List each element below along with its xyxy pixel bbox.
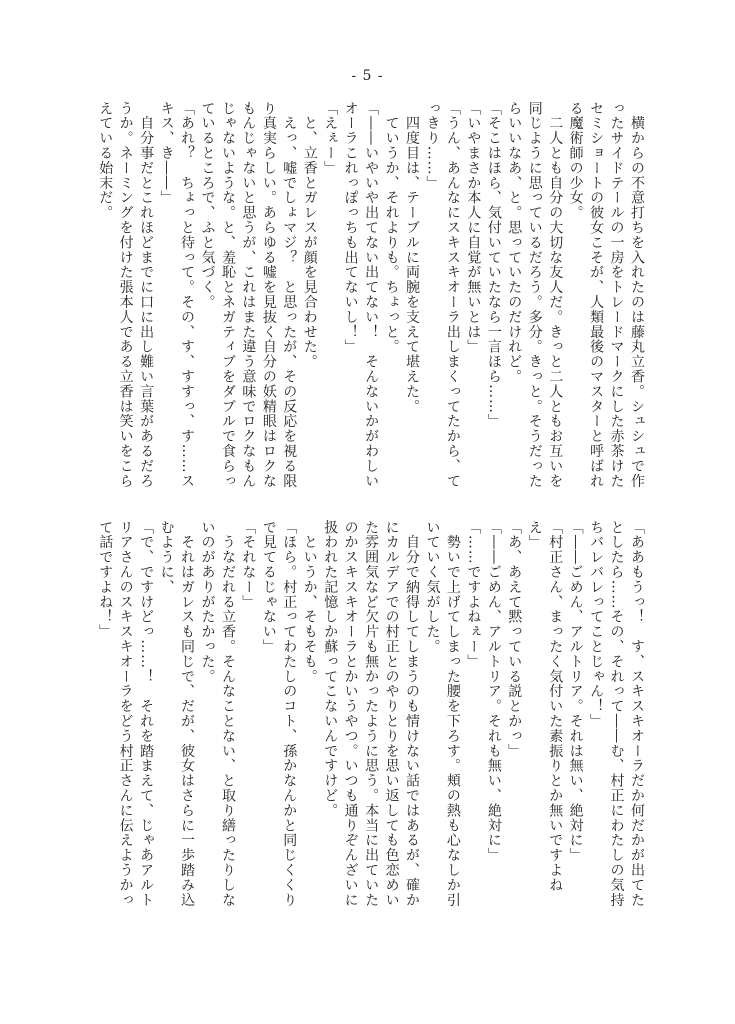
text-line: 「村正さん、まったく気付いた素振りとか無いですよね xyxy=(547,520,564,893)
text-line: 四度目は、テーブルに両腕を支えて堪えた。 xyxy=(404,101,421,414)
text-line: ちバレバレってことじゃん！」 xyxy=(588,520,605,729)
text-line: うか。ネーミングを付けた張本人である立香は笑いをこら xyxy=(117,101,134,489)
text-line: 「――ごめん、アルトリア。それは無い、絶対に」 xyxy=(567,520,584,863)
text-line: 「ああもうっ！ す、スキスキオーラだか何だかが出てた xyxy=(629,520,645,908)
text-block-bottom xyxy=(94,520,647,920)
text-line: セミショートの彼女こそが、人類最後のマスターと呼ばれ xyxy=(588,101,605,489)
text-line: いのがありがたかった。 xyxy=(199,520,216,684)
text-line: 「――いやいや出てない出てない！ そんないかがわしい xyxy=(363,101,380,489)
text-line: 横からの不意打ちを入れたのは藤丸立香。シュシュで作 xyxy=(629,101,645,489)
text-line: 二人とも自分の大切な友人だ。きっと二人ともお互いを xyxy=(547,101,564,489)
text-line: 同じように思っているだろう。多分。きっと。そうだった xyxy=(526,101,543,489)
text-line: 「うん、あんなにスキスキオーラ出しまくってたから、て xyxy=(444,101,461,489)
text-line: 「――ごめん、アルトリア。それも無い、絶対に」 xyxy=(485,520,502,863)
text-line: らいいなあ、と。思っていたのだけれど。 xyxy=(506,101,523,385)
text-line: としたら……その、それって――む、村正にわたしの気持 xyxy=(608,520,625,908)
text-line: 「で、ですけどっ……！ それを踏まえて、じゃあアルト xyxy=(138,520,155,908)
text-line: いていく気がした。 xyxy=(424,520,441,655)
text-line: 「あれ？ ちょっと待って。その、す、すすっ、す……ス xyxy=(179,101,196,489)
text-line: 「いやまさか本人に自覚が無いとは」 xyxy=(465,101,482,355)
text-line: オーラこれっぽっちも出てないし！」 xyxy=(342,101,359,355)
text-line: 「それなー」 xyxy=(240,520,257,610)
text-line: えている始末だ。 xyxy=(97,101,114,221)
text-line: キス、き――」 xyxy=(158,101,175,206)
text-line: 自分事だとこれほどまでに口に出し難い言葉があるだろ xyxy=(138,101,155,489)
text-line: っきり……」 xyxy=(424,101,441,191)
page-number: - 5 - xyxy=(351,68,384,84)
text-line: た雰囲気など欠片も無かったように思う。本当に出ていた xyxy=(363,520,380,908)
text-line: え」 xyxy=(526,520,543,550)
text-line: 「えぇー」 xyxy=(322,101,339,176)
text-line: る魔術師の少女。 xyxy=(567,101,584,221)
text-line: にカルデアでの村正とのやりとりを思い返しても色恋めい xyxy=(383,520,400,908)
text-line: もんじゃないと思うが、これはまた違う意味でロクなもん xyxy=(240,101,257,489)
text-line: じゃないような。と、羞恥とネガティブをダブルで食らっ xyxy=(219,101,236,489)
text-line: て話ですよね！」 xyxy=(97,520,114,640)
text-line: 「あ、あえて黙っている説とかっ」 xyxy=(506,520,523,759)
text-line: 自分で納得してしまうのも情けない話ではあるが、確か xyxy=(404,520,421,908)
text-line: 「そこはほら、気付いていたなら一言ほら……」 xyxy=(485,101,502,429)
text-line: 扱われた記憶しか蘇ってこないんですけど。 xyxy=(322,520,339,818)
text-line: と、立香とガレスが顔を見合わせた。 xyxy=(301,101,318,370)
text-line: り真実らしい。あらゆる嘘を見抜く自分の妖精眼はロクな xyxy=(260,101,277,489)
text-line: というか、そもそも。 xyxy=(301,520,318,684)
text-line: 勢いで上げてしまった腰を下ろす。頬の熱も心なしか引 xyxy=(444,520,461,908)
text-line: ていうか、それよりも。ちょっと。 xyxy=(383,101,400,355)
text-line: うなだれる立香。そんなことない、と取り繕ったりしな xyxy=(219,520,236,908)
text-line: むように、 xyxy=(158,520,175,595)
text-line: リアさんのスキスキオーラをどう村正さんに伝えようかっ xyxy=(117,520,134,908)
text-line: で見てるじゃない」 xyxy=(260,520,277,655)
text-line: 「ほら。村正ってわたしのコト、孫かなんかと同じくくり xyxy=(281,520,298,908)
text-line: それはガレスも同じで、だが、彼女はさらに一歩踏み込 xyxy=(179,520,196,908)
text-block-top xyxy=(94,101,647,501)
text-line: ったサイドテールの一房をトレードマークにした赤茶けた xyxy=(608,101,625,489)
text-line: 「……ですよねぇー」 xyxy=(465,520,482,669)
text-line: えっ、嘘でしょマジ？ と思ったが、その反応を視る限 xyxy=(281,101,298,489)
text-line: のかスキスキオーラとかいうやつ。いつも通りぞんざいに xyxy=(342,520,359,908)
text-line: ているところで、ふと気づく。 xyxy=(199,101,216,310)
